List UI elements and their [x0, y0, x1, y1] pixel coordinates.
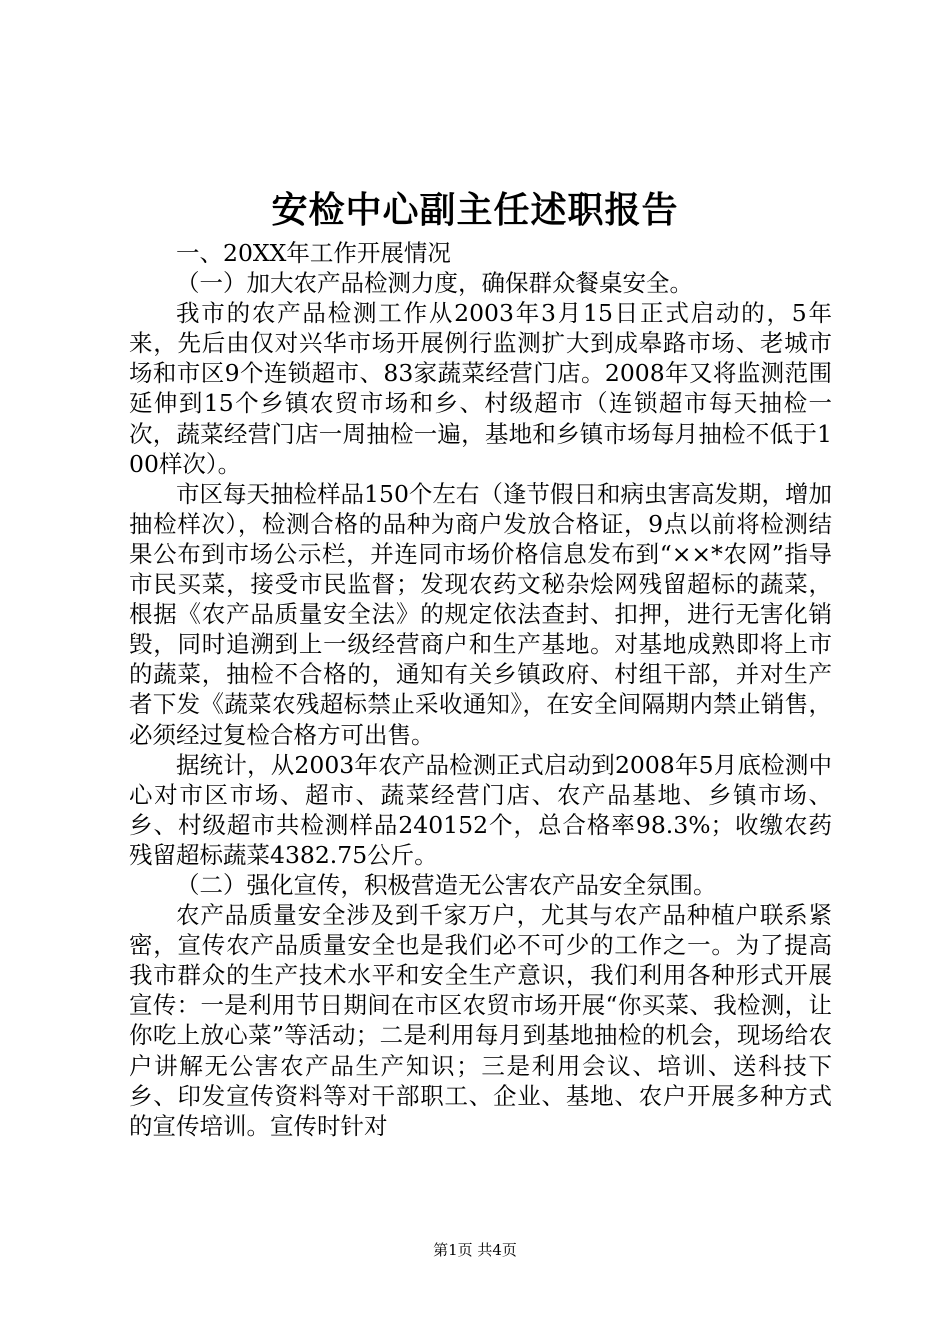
page-footer: 第1页 共4页: [433, 1241, 517, 1259]
section-heading: 一、20XX年工作开展情况: [176, 239, 451, 267]
subsection-heading: （二）强化宣传，积极营造无公害农产品安全氛围。: [176, 870, 717, 899]
body-paragraph: 据统计，从2003年农产品检测正式启动到2008年5月底检测中心对市区市场、超市、蔬菜经营门店、农产品基地、乡镇市场、乡、村级超市共检测样品240152个，总合格率98.3%；收缴农药残留超标蔬菜4382.75公斤。: [129, 750, 832, 869]
document-title: 安检中心副主任述职报告: [271, 189, 679, 231]
subsection-heading: （一）加大农产品检测力度，确保群众餐桌安全。: [176, 269, 693, 298]
body-paragraph: 我市的农产品检测工作从2003年3月15日正式启动的，5年来，先后由仅对兴华市场开展例行监测扩大到成皋路市场、老城市场和市区9个连锁超市、83家蔬菜经营门店。2008年又将监测范围延伸到15个乡镇农贸市场和乡、村级超市（连锁超市每天抽检一次，蔬菜经营门店一周抽检一遍，基地和乡镇市场每月抽检不低于100样次）。: [129, 299, 832, 478]
document-body: [129, 238, 832, 1141]
body-paragraph: 农产品质量安全涉及到千家万户，尤其与农产品种植户联系紧密，宣传农产品质量安全也是我们必不可少的工作之一。为了提高我市群众的生产技术水平和安全生产意识，我们利用各种形式开展宣传：一是利用节日期间在市区农贸市场开展“你买菜、我检测，让你吃上放心菜”等活动；二是利用每月到基地抽检的机会，现场给农户讲解无公害农产品生产知识；三是利用会议、培训、送科技下乡、印发宣传资料等对干部职工、企业、基地、农户开展多种方式的宣传培训。宣传时针对: [129, 901, 832, 1140]
body-paragraph: 市区每天抽检样品150个左右（逢节假日和病虫害高发期，增加抽检样次），检测合格的品种为商户发放合格证，9点以前将检测结果公布到市场公示栏，并连同市场价格信息发布到“××*农网”指导市民买菜，接受市民监督；发现农药文秘杂烩网残留超标的蔬菜，根据《农产品质量安全法》的规定依法查封、扣押，进行无害化销毁，同时追溯到上一级经营商户和生产基地。对基地成熟即将上市的蔬菜，抽检不合格的，通知有关乡镇政府、村组干部，并对生产者下发《蔬菜农残超标禁止采收通知》，在安全间隔期内禁止销售，必须经过复检合格方可出售。: [129, 479, 832, 749]
